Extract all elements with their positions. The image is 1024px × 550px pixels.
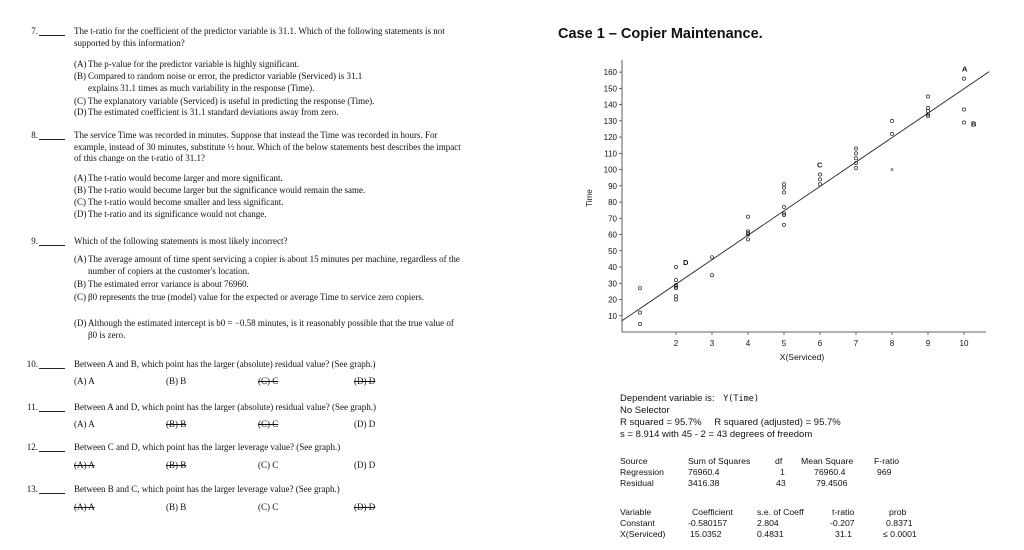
data-point [854,157,857,160]
data-point [926,110,929,113]
questions-panel [0,0,480,550]
choice-row [74,502,466,514]
answer-blank[interactable] [39,442,65,452]
answer-blank[interactable] [39,359,65,369]
anova-cell: 1 [780,467,785,477]
question-text: Between A and D, which point has the larger (absolute) residual value? (See graph.) [74,402,376,412]
option-text: The average amount of time spent servicing a copier is about 15 minutes per machine, regardless of the number of copiers at the customer's location. [88,254,460,276]
annotation-label: B [971,119,977,129]
y-tick-label: 40 [608,263,617,273]
y-tick-label: 130 [603,116,617,126]
plot-axes [622,60,986,332]
choice-b[interactable]: (B) B [166,419,187,429]
r-squared-adjusted: R squared (adjusted) = 95.7% [714,417,841,428]
anova-header: F-ratio [874,456,900,466]
question-number: 12. [26,442,38,452]
data-points [638,77,965,325]
data-point [926,106,929,109]
option-text: Compared to random noise or error, the predictor variable (Serviced) is 31.1 explains 31.1 times as much variability in the response (Time). [88,71,363,93]
data-point [674,295,677,298]
y-tick-group [604,68,622,321]
question-number: 13. [26,484,38,494]
anova-cell: 76960.4 [688,467,720,477]
option-label: (D) [74,209,87,219]
choice-d[interactable]: (D) D [354,460,376,470]
coef-cell: 31.1 [835,529,852,539]
r-squared: R squared = 95.7% [620,417,702,428]
choice-c[interactable]: (C) C [258,460,279,470]
anova-cell: 3416.38 [688,478,720,488]
y-tick-label: 30 [608,279,617,289]
choice-c[interactable]: (C) C [258,502,279,512]
option-b [74,185,466,197]
dependent-variable: Y(Time) [723,394,760,404]
data-point [926,95,929,98]
question-text: Between B and C, which point has the larger leverage value? (See graph.) [74,484,340,494]
option-label: (A) [74,59,87,69]
x-tick-label: 2 [673,339,679,348]
answer-blank[interactable] [39,130,65,140]
dependent-line [620,393,759,405]
option-label: (D) [74,107,87,117]
coef-cell: Constant [620,518,655,528]
coef-cell: 15.0352 [690,529,722,539]
coef-header: prob [889,507,907,517]
option-label: (A) [74,254,87,264]
scatter-plot [520,50,990,375]
option-a [74,59,466,71]
option-c [74,292,466,304]
data-point [782,186,785,189]
choice-row [74,419,466,431]
point-annotations [683,65,977,267]
option-text: The estimated coefficient is 31.1 standard deviations away from zero. [88,107,339,117]
option-label: (B) [74,279,86,289]
option-label: (D) [74,318,87,328]
y-tick-label: 160 [603,68,617,78]
answer-blank[interactable] [39,402,65,412]
y-tick-label: 150 [603,84,617,94]
question-text: Between C and D, which point has the larger leverage value? (See graph.) [74,442,341,452]
y-tick-label: 50 [608,246,617,256]
data-point [782,183,785,186]
y-tick-label: 100 [603,165,617,175]
x-tick-label: 9 [925,339,931,348]
x-tick-label: 7 [853,339,859,348]
x-tick-label: 8 [889,339,895,348]
data-point [782,223,785,226]
choice-a[interactable]: (A) A [74,502,95,512]
option-text: The t-ratio and its significance would not change. [88,209,267,219]
y-tick-label: 140 [603,100,617,110]
choice-row [74,376,466,388]
question-text: The t-ratio for the coefficient of the predictor variable is 31.1. Which of the following statements is not supported by this information? [74,26,445,48]
data-point [962,121,965,124]
anova-header: df [775,456,783,466]
option-text: The p-value for the predictor variable is highly significant. [88,59,300,69]
data-point [854,147,857,150]
x-tick-label: 4 [745,339,751,348]
data-point [854,166,857,169]
coef-cell: ≤ 0.0001 [883,529,917,539]
question-number: 7. [31,26,38,36]
choice-b[interactable]: (B) B [166,376,187,386]
choice-row [74,460,466,472]
data-point [710,256,713,259]
option-c [74,96,466,108]
dependent-header: Dependent variable is: [620,393,715,404]
option-d [74,318,466,341]
y-tick-label: 110 [604,149,617,159]
option-b [74,279,466,291]
choice-a[interactable]: (A) A [74,419,95,429]
answer-blank[interactable] [39,484,65,494]
anova-header: Source [620,456,648,466]
answer-blank[interactable] [39,236,65,246]
coef-header: t-ratio [832,507,855,517]
option-text: Although the estimated intercept is b0 = −0.58 minutes, is it reasonably possible that the true value of β0 is zero. [88,318,454,340]
coef-cell: -0.207 [830,518,855,528]
anova-cell: 43 [776,478,786,488]
choice-b[interactable]: (B) B [166,502,187,512]
case-panel [520,0,1024,550]
data-point [638,322,641,325]
option-text: The t-ratio would become smaller and less significant. [88,197,284,207]
cross-point: × [889,167,895,175]
data-point [890,119,893,122]
x-tick-group [674,332,969,348]
coef-cell: 0.4831 [757,529,784,539]
anova-cell: 79.4506 [816,478,848,488]
coefficient-table [620,507,940,547]
option-d [74,209,466,221]
annotation-label: D [683,258,689,268]
option-a [74,254,466,277]
data-point [674,278,677,281]
x-axis-label: X(Serviced) [779,352,825,362]
option-label: (B) [74,185,86,195]
case-title: Case 1 – Copier Maintenance. [558,26,763,42]
anova-cell: 969 [877,467,892,477]
data-point [854,152,857,155]
x-tick-label: 5 [781,339,787,348]
data-point [638,311,641,314]
choice-b[interactable]: (B) B [166,460,187,470]
y-axis-label: Time [585,189,594,207]
data-point [962,108,965,111]
y-tick-label: 10 [608,311,617,321]
option-d [74,107,466,119]
option-label: (C) [74,197,86,207]
y-tick-label: 20 [608,295,617,305]
coef-cell: -0.580157 [688,518,728,528]
data-point [890,132,893,135]
data-point [710,274,713,277]
choice-c[interactable]: (C) C [258,419,279,429]
choice-a[interactable]: (A) A [74,376,95,386]
data-point [818,178,821,181]
y-tick-label: 120 [603,133,617,143]
question-text: Between A and B, which point has the larger (absolute) residual value? (See graph.) [74,359,376,369]
x-tick-label: 3 [709,339,715,348]
option-text: The explanatory variable (Serviced) is useful in predicting the response (Time). [88,96,375,106]
s-line: s = 8.914 with 45 - 2 = 43 degrees of freedom [620,429,813,440]
coef-header: Variable [620,507,652,517]
option-text: The t-ratio would become larger but the significance would remain the same. [88,185,366,195]
y-tick-label: 80 [608,198,617,208]
anova-table [620,456,920,496]
choice-c[interactable]: (C) C [258,376,279,386]
coef-cell: X(Serviced) [620,529,666,539]
choice-d[interactable]: (D) D [354,376,376,386]
data-point [674,265,677,268]
option-text: β0 represents the true (model) value for the expected or average Time to service zero copiers. [88,292,424,302]
choice-d[interactable]: (D) D [354,419,376,429]
anova-cell: Residual [620,478,654,488]
data-point [782,191,785,194]
coef-header: s.e. of Coeff [757,507,804,517]
data-point [638,287,641,290]
anova-header: Mean Square [801,456,854,466]
option-label: (C) [74,292,86,302]
option-label: (C) [74,96,86,106]
data-point [962,77,965,80]
x-tick-label: 10 [959,339,969,348]
data-point [818,173,821,176]
choice-a[interactable]: (A) A [74,460,95,470]
anova-header: Sum of Squares [688,456,751,466]
choice-d[interactable]: (D) D [354,502,376,512]
anova-cell: Regression [620,467,664,477]
anova-cell: 76960.4 [814,467,846,477]
y-tick-label: 90 [608,181,617,191]
answer-blank[interactable] [39,26,65,36]
data-point [746,215,749,218]
y-tick-label: 60 [608,230,617,240]
question-text: The service Time was recorded in minutes. Suppose that instead the Time was recorded in hours. For example, instead of 30 minutes, substitute ½ hour. Which of the below statements best describes the impact of this change on the t-ratio of 31.1? [74,130,461,163]
option-text: The t-ratio would become larger and more significant. [88,173,283,183]
question-text: Which of the following statements is most likely incorrect? [74,236,288,246]
question-number: 8. [31,130,38,140]
annotation-label: C [817,160,823,170]
selector-line: No Selector [620,405,670,416]
coef-cell: 0.8371 [886,518,913,528]
option-a [74,173,466,185]
y-tick-label: 70 [608,214,617,224]
option-b [74,71,466,94]
rsq-line [620,417,841,429]
annotation-label: A [962,64,968,74]
question-number: 9. [31,236,38,246]
option-text: The estimated error variance is about 76960. [88,279,249,289]
coef-cell: 2.804 [757,518,779,528]
data-point [818,183,821,186]
data-point [746,238,749,241]
question-number: 10. [26,359,38,369]
coef-header: Coefficient [692,507,733,517]
option-label: (B) [74,71,86,81]
option-label: (A) [74,173,87,183]
question-number: 11. [27,402,38,412]
x-tick-label: 6 [817,339,823,348]
data-point [674,298,677,301]
data-point [782,205,785,208]
option-c [74,197,466,209]
